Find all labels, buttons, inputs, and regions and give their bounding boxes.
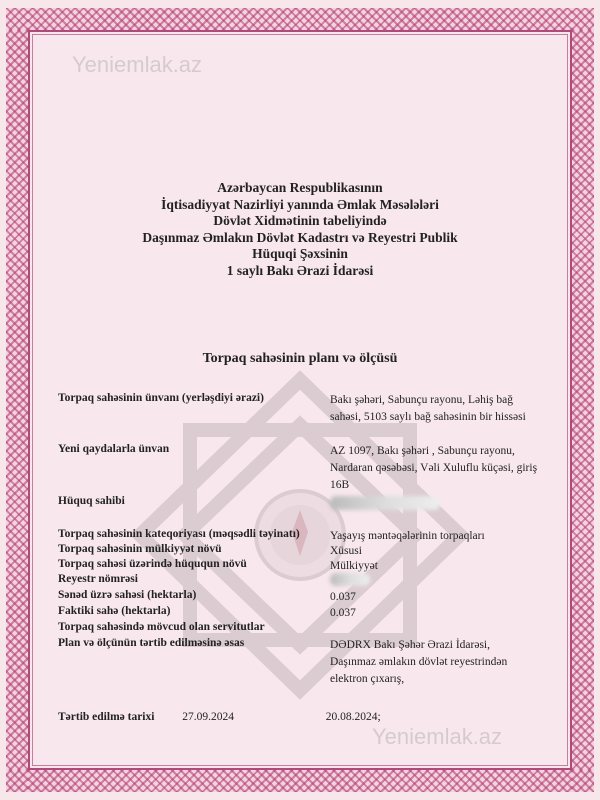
row-value: AZ 1097, Bakı şəhəri , Sabunçu rayonu, Nardaran qəsəbəsi, Vəli Xuluflu küçəsi, giriş 16B (330, 445, 538, 491)
row-label: Faktiki sahə (hektarla) (58, 605, 171, 617)
header-line: Daşınmaz Əmlakın Dövlət Kadastrı və Reyestri Publik (142, 229, 458, 245)
row-label: Reyestr nömrəsi (58, 573, 138, 585)
header-line: 1 saylı Bakı Ərazi İdarəsi (226, 262, 374, 278)
issuer-header (0, 180, 600, 279)
redaction-blur (330, 496, 440, 510)
date-value: 27.09.2024 (182, 711, 234, 723)
row-value: Yaşayış məntəqələrinin torpaqları (330, 530, 485, 542)
table-row (58, 605, 538, 621)
table-row (58, 392, 538, 443)
details-table (58, 392, 538, 689)
table-row (58, 558, 538, 573)
row-value: Xüsusi (330, 545, 362, 557)
row-value (330, 621, 538, 637)
table-row (58, 589, 538, 605)
row-label: Torpaq sahəsi üzərində hüququn növü (58, 558, 247, 570)
table-row (58, 573, 538, 589)
watermark-bottom: Yeniemlak.az (372, 724, 503, 749)
table-row (58, 443, 538, 495)
header-line: İqtisadiyyat Nazirliyi yanında Əmlak Məsələləri (161, 196, 439, 212)
table-row (58, 621, 538, 637)
row-label: Torpaq sahəsinin ünvanı (yerləşdiyi ərazi) (58, 392, 264, 404)
row-value: 0.037 (330, 607, 356, 619)
table-row (58, 528, 538, 543)
row-value: 0.037 (330, 591, 356, 603)
header-line: Hüquqi Şəxsinin (252, 246, 348, 261)
row-label: Sənəd üzrə sahəsi (hektarla) (58, 589, 197, 601)
row-value-redacted (330, 573, 538, 589)
row-label: Torpaq sahəsində mövcud olan servitutlar (58, 621, 265, 633)
row-label: Torpaq sahəsinin kateqoriyası (məqsədli təyinatı) (58, 528, 300, 540)
document-title: Torpaq sahəsinin planı və ölçüsü (202, 351, 398, 366)
row-value: DƏDRX Bakı Şəhər Ərazi İdarəsi, Daşınmaz əmlakın dövlət reyestrindən elektron çıxarış, (330, 639, 508, 685)
extract-date-value: 20.08.2024; (325, 711, 381, 723)
row-value-redacted (330, 495, 538, 528)
compilation-date-row (58, 711, 381, 723)
row-label: Plan və ölçünün tərtib edilməsinə əsas (58, 637, 245, 649)
row-label: Torpaq sahəsinin mülkiyyət növü (58, 543, 222, 555)
date-label: Tərtib edilmə tarixi (58, 711, 155, 723)
header-line: Azərbaycan Respublikasının (217, 180, 383, 195)
table-row (58, 637, 538, 689)
redaction-blur (330, 573, 370, 586)
table-row (58, 543, 538, 558)
row-label: Yeni qaydalarla ünvan (58, 443, 170, 455)
row-value: Bakı şəhəri, Sabunçu rayonu, Ləhiş bağ sahəsi, 5103 saylı bağ sahəsinin bir hissəsi (330, 394, 526, 423)
header-line: Dövlət Xidmətinin tabeliyində (213, 213, 387, 228)
row-label: Hüquq sahibi (58, 495, 125, 507)
row-value: Mülkiyyət (330, 560, 378, 572)
table-row (58, 495, 538, 528)
watermark-top: Yeniemlak.az (72, 52, 203, 77)
